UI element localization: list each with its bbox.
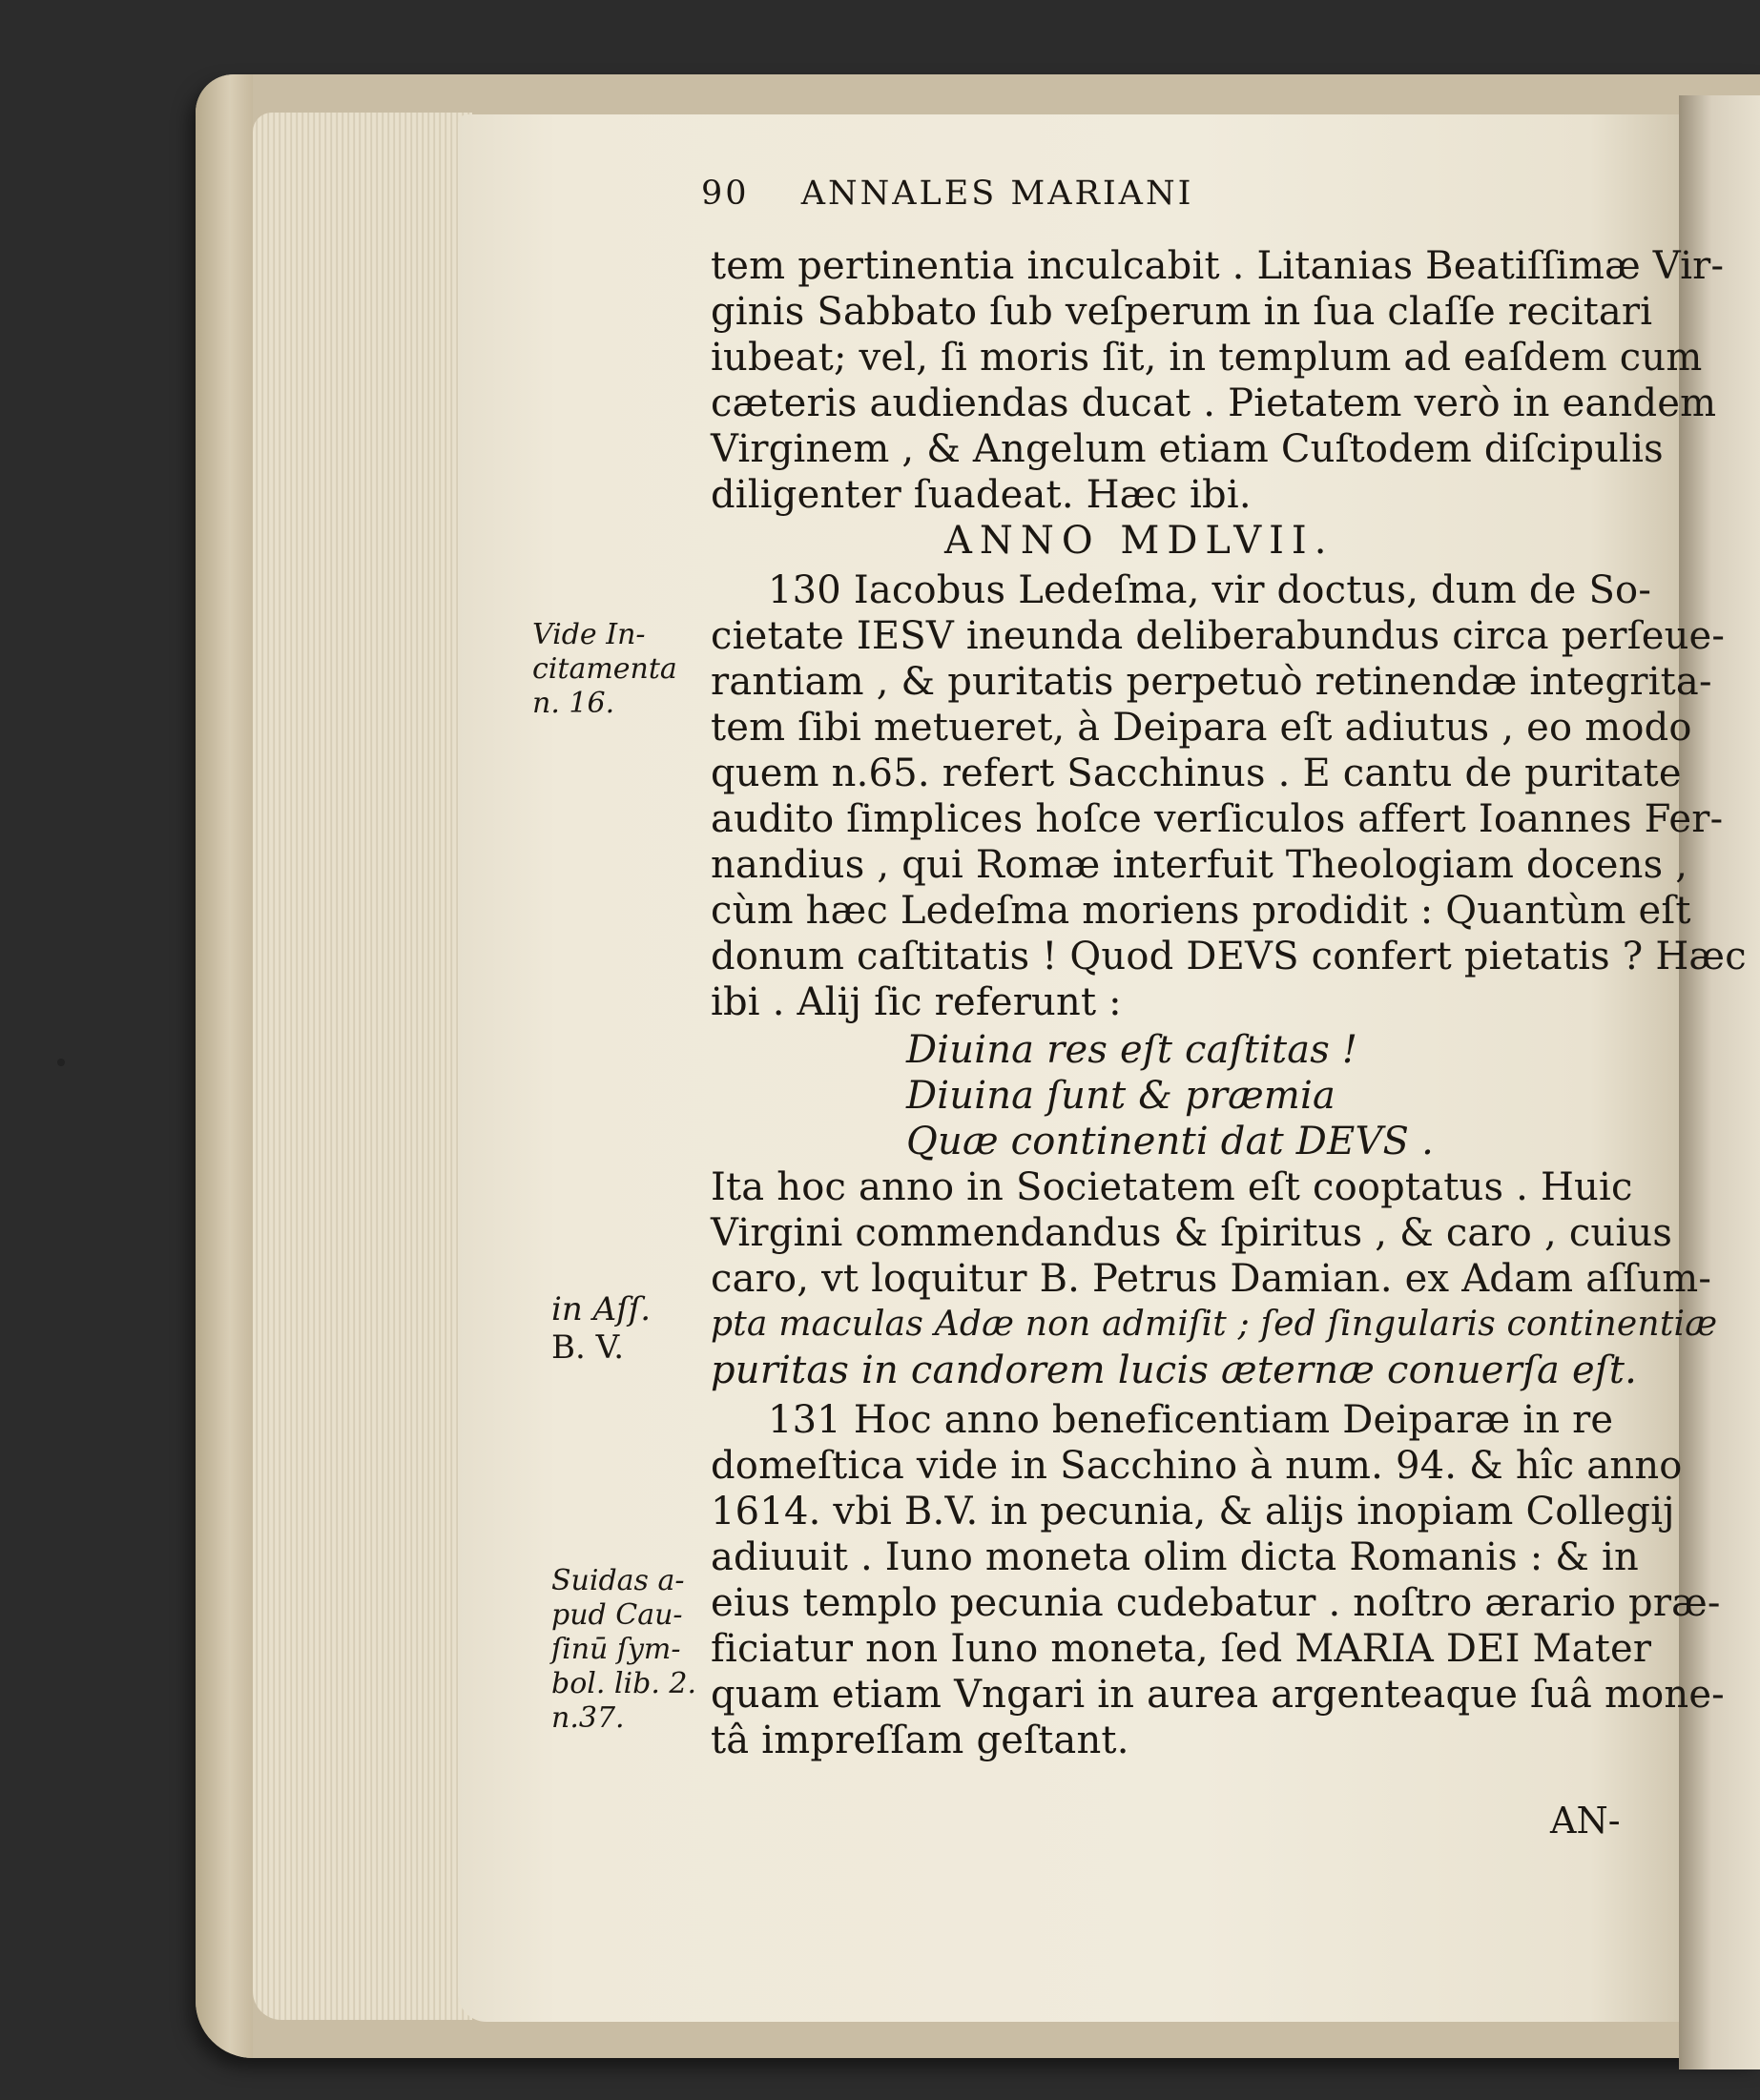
text-line: 131 Hoc anno beneficentiam Deiparæ in re — [768, 1398, 1614, 1442]
margin-note: citamenta — [532, 652, 677, 686]
text-line: 1614. vbi B.V. in pecunia, & alijs inopiam Collegij — [711, 1490, 1675, 1534]
text-line: rantiam , & puritatis perpetuò retinendæ integrita- — [711, 660, 1712, 704]
margin-note: n.37. — [551, 1701, 625, 1735]
page-number: 90 — [701, 175, 750, 213]
text-line: cietate IESV ineunda deliberabundus circa perſeue- — [711, 614, 1726, 658]
catchword: AN- — [1550, 1800, 1621, 1842]
margin-note: ſinū ſym- — [551, 1633, 681, 1666]
margin-note: in Aſſ. — [551, 1290, 652, 1328]
text-line: cùm hæc Ledeſma moriens prodidit : Quantùm eſt — [711, 889, 1691, 933]
margin-note: Suidas a- — [551, 1564, 685, 1597]
margin-note: pud Cau- — [551, 1598, 683, 1632]
text-line: ginis Sabbato ſub veſperum in ſua claſſe recitari — [711, 290, 1653, 334]
margin-note: B. V. — [551, 1328, 625, 1367]
text-line: iubeat; vel, ſi moris ſit, in templum ad eaſdem cum — [711, 336, 1703, 380]
text-line: eius templo pecunia cudebatur . noſtro ærario præ- — [711, 1581, 1721, 1625]
text-line: domeſtica vide in Sacchino à num. 94. & hîc anno — [711, 1444, 1683, 1488]
stray-mark — [57, 1059, 65, 1066]
text-line: pta maculas Adæ non admiſit ; ſed ſingularis continentiæ — [711, 1305, 1718, 1344]
text-line: ibi . Alij ſic referunt : — [711, 980, 1122, 1024]
text-line: Virgini commendandus & ſpiritus , & caro , cuius — [711, 1211, 1673, 1255]
year-heading: ANNO MDLVII. — [944, 519, 1335, 563]
margin-note: n. 16. — [532, 687, 615, 720]
page-edges — [253, 113, 472, 2020]
margin-note: Vide In- — [532, 618, 646, 651]
text-line: nandius , qui Romæ interfuit Theologiam docens , — [711, 843, 1688, 887]
running-title: ANNALES MARIANI — [800, 175, 1194, 213]
text-line: quem n.65. refert Sacchinus . E cantu de puritate — [711, 751, 1682, 795]
text-line: adiuuit . Iuno moneta olim dicta Romanis : & in — [711, 1535, 1639, 1579]
text-line: audito ſimplices hoſce verſiculos affert Ioannes Fer- — [711, 797, 1724, 841]
text-line: 130 Iacobus Ledeſma, vir doctus, dum de So- — [768, 568, 1652, 612]
verse-line: Diuina ſunt & præmia — [906, 1074, 1336, 1118]
cover-spine-edge — [196, 74, 253, 2058]
running-header — [701, 175, 1193, 213]
verse-line: Diuina res eſt caſtitas ! — [906, 1028, 1358, 1072]
text-line: ficiatur non Iuno moneta, ſed MARIA DEI Mater — [711, 1627, 1652, 1671]
text-line: puritas in candorem lucis æternæ conuerſa eſt. — [711, 1349, 1638, 1392]
verse-line: Quæ continenti dat DEVS . — [906, 1120, 1434, 1163]
text-line: caro, vt loquitur B. Petrus Damian. ex Adam aſſum- — [711, 1257, 1712, 1301]
text-line: Ita hoc anno in Societatem eſt cooptatus . Huic — [711, 1165, 1633, 1209]
text-line: tem pertinentia inculcabit . Litanias Beatiſſimæ Vir- — [711, 244, 1725, 288]
text-line: cæteris audiendas ducat . Pietatem verò in eandem — [711, 381, 1717, 425]
text-line: Virginem , & Angelum etiam Cuſtodem diſcipulis — [711, 427, 1664, 471]
text-line: tem ſibi metueret, à Deipara eſt adiutus , eo modo — [711, 706, 1692, 750]
text-line: quam etiam Vngari in aurea argenteaque ſuâ mone- — [711, 1673, 1725, 1717]
margin-note: bol. lib. 2. — [551, 1667, 697, 1700]
text-line: donum caſtitatis ! Quod DEVS confert pietatis ? Hæc — [711, 935, 1747, 978]
text-line: tâ impreſſam geſtant. — [711, 1719, 1129, 1762]
text-line: diligenter ſuadeat. Hæc ibi. — [711, 473, 1252, 517]
